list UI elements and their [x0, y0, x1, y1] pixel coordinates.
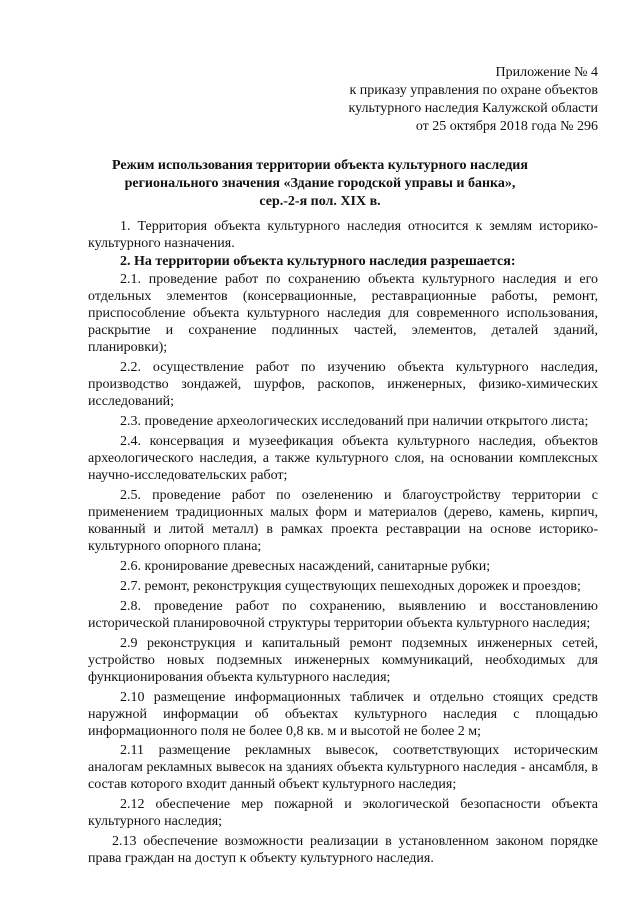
item-2-2: 2.2. осуществление работ по изучению объекта культурного наследия, производство зондажей, шурфов, раскопов, инженерных, физико-химических исследований; [88, 360, 598, 409]
document-body [88, 218, 598, 870]
document-title [80, 157, 560, 211]
item-2-4: 2.4. консервация и музеефикация объекта культурного наследия, объектов археологического наследия, а также культурного слоя, на основании комплексных научно-исследовательских работ; [88, 434, 598, 483]
item-2-8: 2.8. проведение работ по сохранению, выявлению и восстановлению исторической планировочной структуры территории объекта культурного наследия; [88, 599, 598, 631]
item-2-7: 2.7. ремонт, реконструкция существующих пешеходных дорожек и проездов; [120, 579, 581, 594]
title-line-2: регионального значения «Здание городской управы и банка», [124, 176, 516, 191]
title-line-3: сер.-2-я пол. XIX в. [259, 194, 381, 209]
item-2-12: 2.12 обеспечение мер пожарной и экологической безопасности объекта культурного наследия; [88, 797, 598, 829]
appendix-authority: культурного наследия Калужской области [348, 101, 598, 116]
item-2-9: 2.9 реконструкция и капитальный ремонт подземных инженерных сетей, устройство новых подземных инженерных коммуникаций, необходимых для функционирования объекта культурного наследия; [88, 636, 598, 685]
item-2-10: 2.10 размещение информационных табличек и отдельно стоящих средств наружной информации об объектах культурного наследия с площадью информационного поля не более 0,8 кв. м и высотой не более 2 м; [88, 690, 598, 739]
item-2-11: 2.11 размещение рекламных вывесок, соответствующих историческим аналогам рекламных вывесок на зданиях объекта культурного наследия - ансамбля, в состав которого входит данный объект культурного наследия; [88, 743, 598, 792]
intro-paragraph: 1. Территория объекта культурного наследия относится к землям историко-культурного назначения. [88, 219, 598, 251]
appendix-date: от 25 октября 2018 года № 296 [415, 119, 598, 134]
item-2-5: 2.5. проведение работ по озеленению и благоустройству территории с применением традиционных малых форм и материалов (дерево, камень, кирпич, кованный и литой металл) в рамках проекта реставрации на основе историко-культурного опорного плана; [88, 488, 598, 554]
appendix-number: Приложение № 4 [495, 65, 598, 80]
appendix-header [349, 64, 598, 136]
section-2-heading: 2. На территории объекта культурного наследия разрешается: [120, 254, 516, 269]
item-2-1: 2.1. проведение работ по сохранению объекта культурного наследия и его отдельных элементов (консервационные, реставрационные работы, ремонт, приспособление объекта культурного наследия для современного использования, раскрытие и сохранение подлинных частей, элементов, деталей зданий, планировки); [88, 272, 598, 355]
item-2-13: 2.13 обеспечение возможности реализации в установленном законом порядке права граждан на доступ к объекту культурного наследия. [88, 834, 598, 866]
item-2-6: 2.6. кронирование древесных насаждений, санитарные рубки; [120, 559, 491, 574]
title-line-1: Режим использования территории объекта культурного наследия [112, 158, 528, 173]
item-2-3: 2.3. проведение археологических исследований при наличии открытого листа; [120, 414, 589, 429]
appendix-order-ref: к приказу управления по охране объектов [349, 83, 598, 98]
